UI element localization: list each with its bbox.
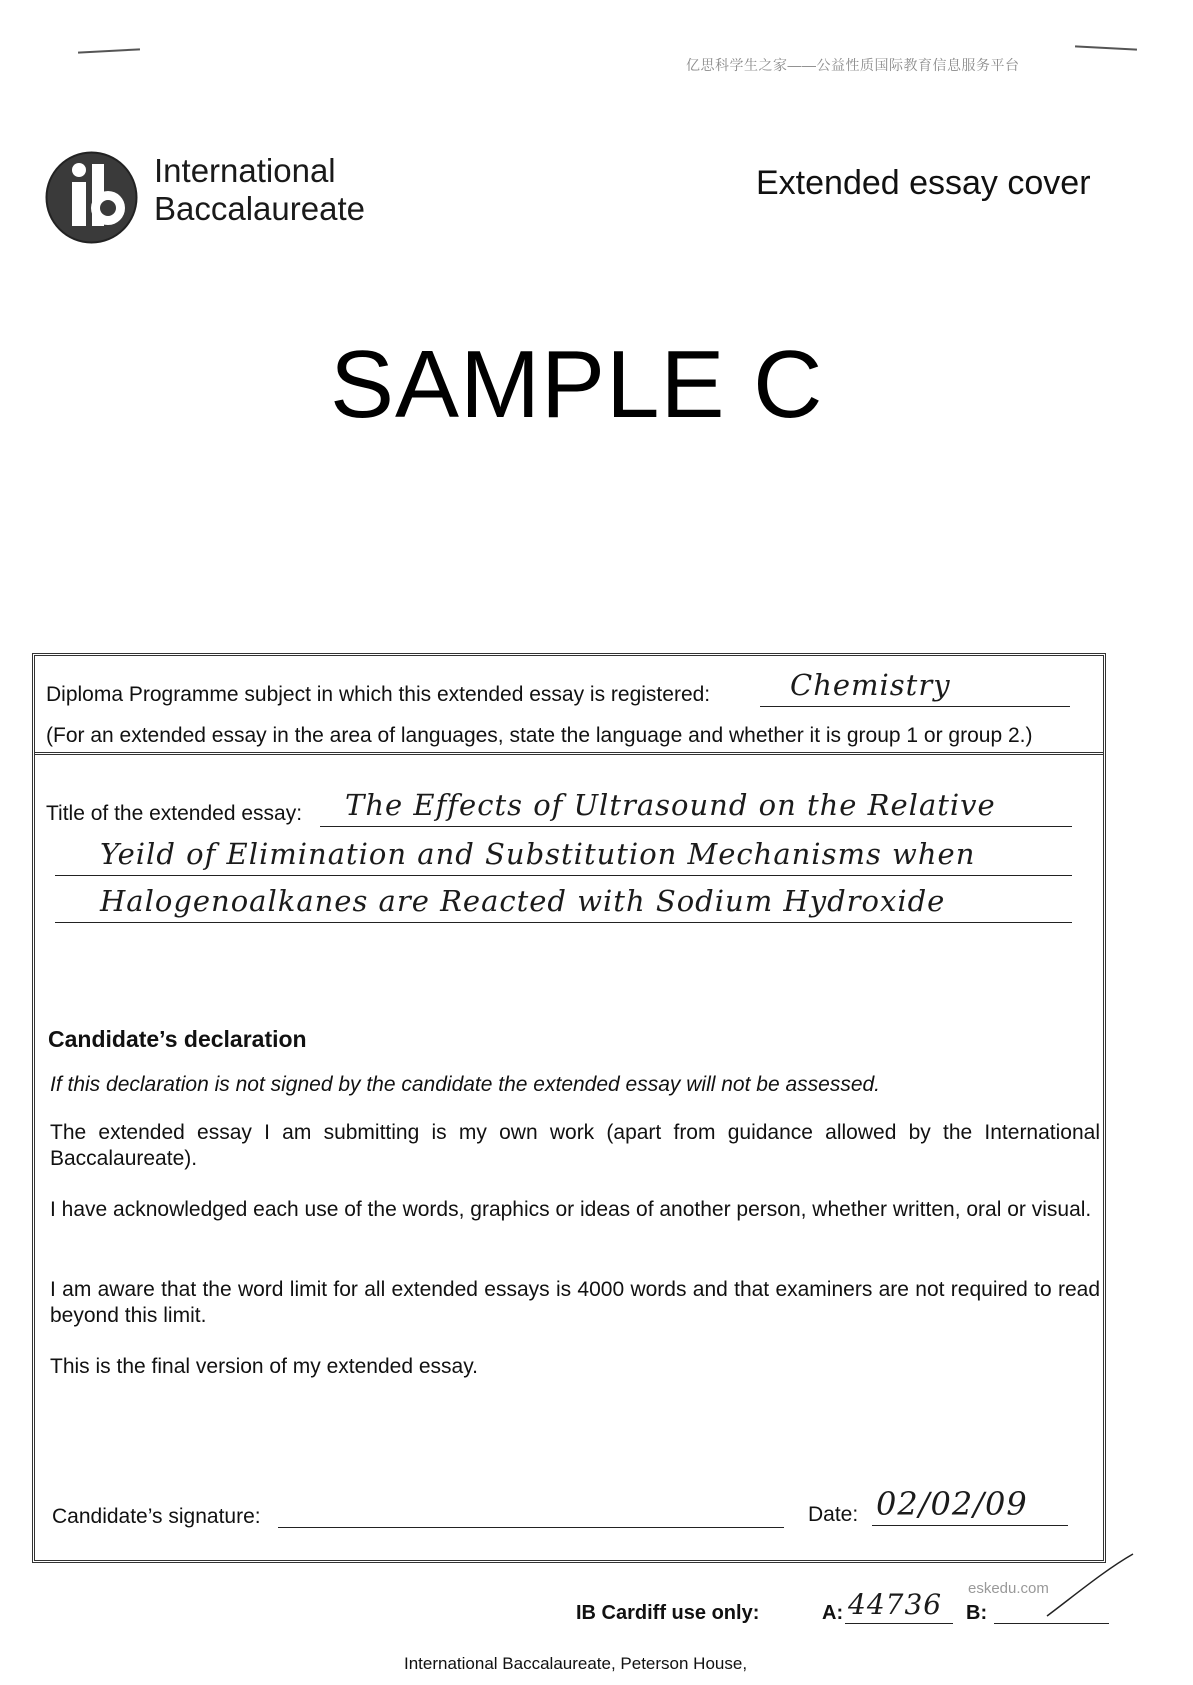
title-line-3 xyxy=(55,922,1072,923)
subject-value[interactable]: Chemistry xyxy=(790,668,951,702)
scan-mark xyxy=(78,48,140,53)
section-divider xyxy=(35,752,1103,755)
title-handwriting-1[interactable]: The Effects of Ultrasound on the Relative xyxy=(345,788,996,822)
title-handwriting-2[interactable]: Yeild of Elimination and Substitution Mechanisms when xyxy=(100,837,976,871)
signature-line[interactable] xyxy=(278,1527,784,1528)
watermark-bottom: eskedu.com xyxy=(968,1580,1049,1597)
cover-title: Extended essay cover xyxy=(756,164,1091,202)
subject-label: Diploma Programme subject in which this extended essay is registered: xyxy=(46,683,711,706)
declaration-paragraph-4: This is the final version of my extended essay. xyxy=(50,1355,478,1378)
date-line xyxy=(872,1525,1068,1526)
sample-title: SAMPLE C xyxy=(330,331,824,438)
subject-note: (For an extended essay in the area of languages, state the language and whether it is group 1 or group 2.) xyxy=(46,724,1033,747)
signature-label: Candidate’s signature: xyxy=(52,1505,261,1528)
declaration-heading: Candidate’s declaration xyxy=(48,1026,307,1052)
essay-title-label: Title of the extended essay: xyxy=(46,802,303,825)
title-line-2 xyxy=(55,875,1072,876)
declaration-paragraph-3: I am aware that the word limit for all extended essays is 4000 words and that examiners are not required to read beyond this limit. xyxy=(50,1278,1100,1327)
title-line-1 xyxy=(320,826,1072,827)
date-value[interactable]: 02/02/09 xyxy=(876,1485,1028,1523)
organization-line-1: International xyxy=(154,152,336,189)
watermark-top: 亿思科学生之家——公益性质国际教育信息服务平台 xyxy=(686,57,1020,73)
cardiff-a-label: A: xyxy=(822,1602,844,1624)
cardiff-label: IB Cardiff use only: xyxy=(576,1602,760,1624)
declaration-paragraph-2: I have acknowledged each use of the words, graphics or ideas of another person, whether written, oral or visual. xyxy=(50,1198,1092,1221)
declaration-warning: If this declaration is not signed by the candidate the extended essay will not be assessed. xyxy=(50,1073,881,1096)
date-label: Date: xyxy=(808,1503,859,1526)
subject-line xyxy=(760,706,1070,707)
cardiff-a-value[interactable]: 44736 xyxy=(848,1588,943,1621)
declaration-paragraph-1: The extended essay I am submitting is my own work (apart from guidance allowed by the International Baccalaureate). xyxy=(50,1121,1100,1170)
address-text: International Baccalaureate, Peterson House, xyxy=(404,1654,748,1673)
scan-mark xyxy=(1075,45,1137,50)
organization-name xyxy=(154,152,365,228)
cardiff-a-line xyxy=(845,1623,953,1624)
ib-logo-icon xyxy=(44,150,139,245)
organization-line-2: Baccalaureate xyxy=(154,190,365,227)
title-handwriting-3[interactable]: Halogenoalkanes are Reacted with Sodium Hydroxide xyxy=(100,884,946,918)
cardiff-b-check-mark xyxy=(1045,1550,1135,1625)
cardiff-b-label: B: xyxy=(966,1602,988,1624)
